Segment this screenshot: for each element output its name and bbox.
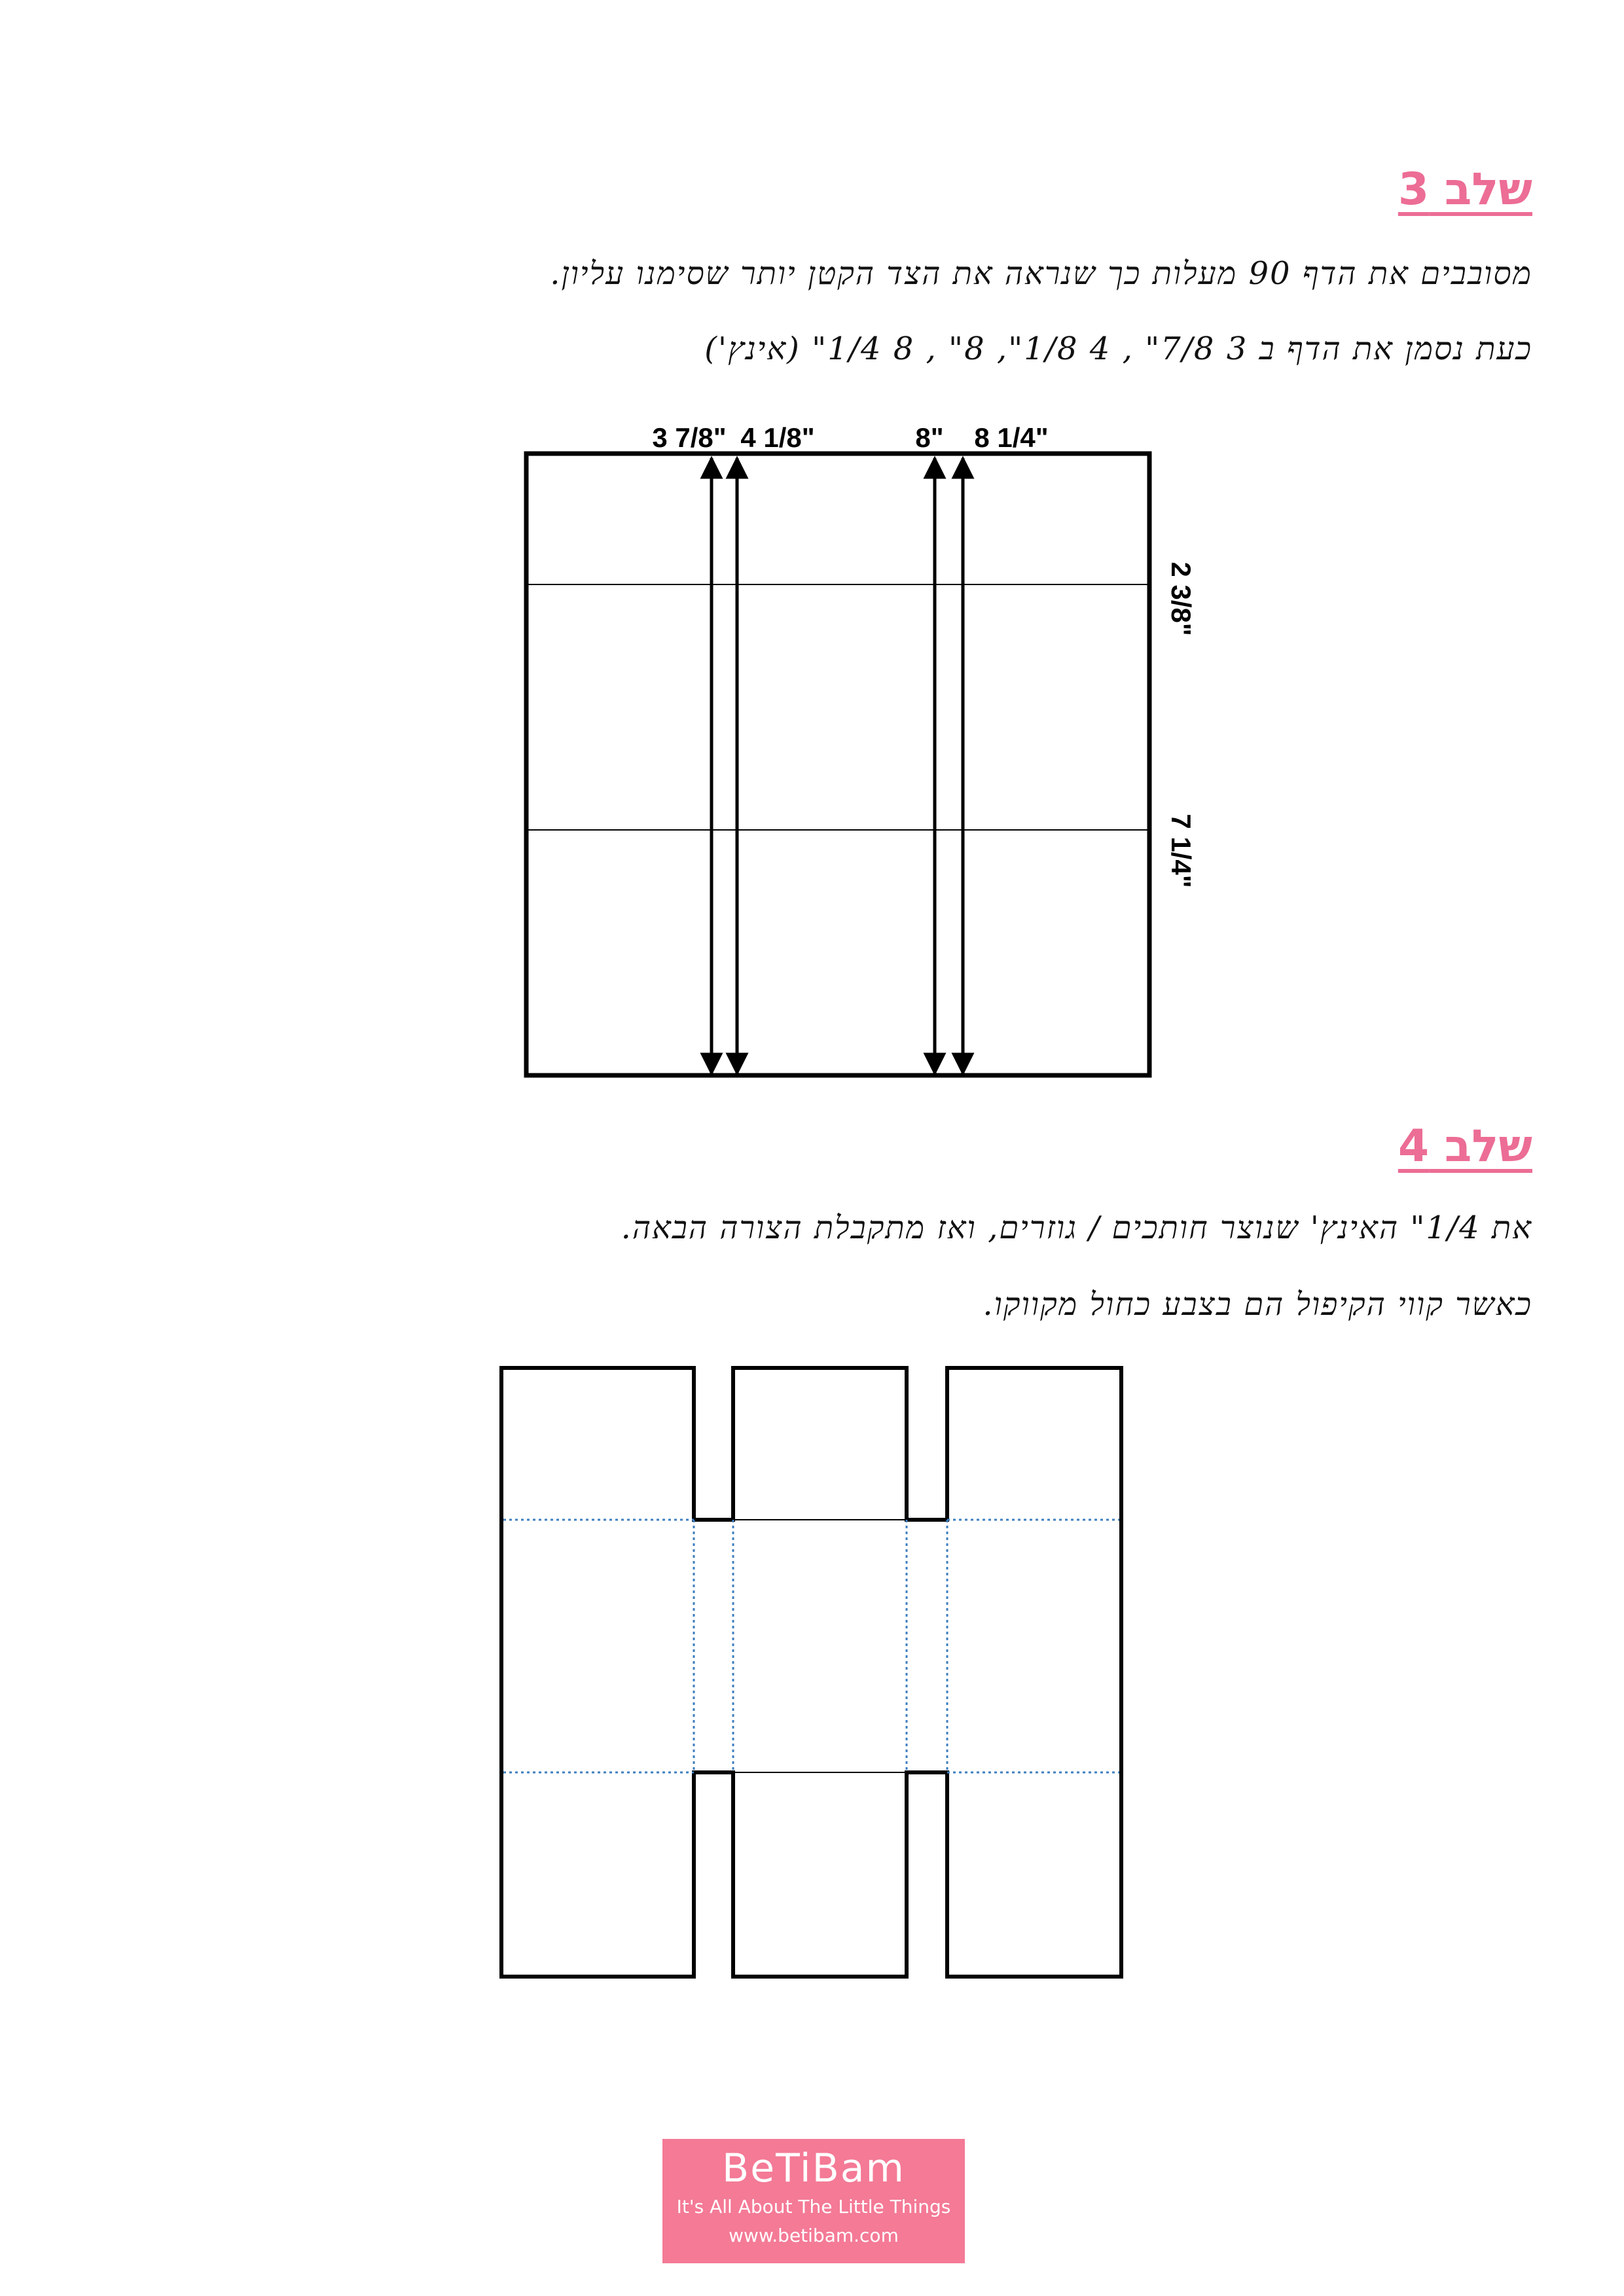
betibam-logo bbox=[662, 2139, 965, 2263]
step3-line1: מסובבים את הדף 90 מעלות כך שנראה את הצד הקטן יותר שסימנו עליון. bbox=[550, 255, 1532, 292]
cut-outline bbox=[501, 1368, 1121, 1977]
step4-line2: כאשר קווי הקיפול הם בצבע כחול מקווקו. bbox=[983, 1286, 1532, 1323]
step4-diagram bbox=[0, 1342, 1624, 1996]
step4-line1: את 1/4" האינץ' שנוצר חותכים / גוזרים, ואז מתקבלת הצורה הבאה. bbox=[621, 1210, 1532, 1246]
paper-outline bbox=[526, 454, 1149, 1075]
step4-title: שלב 4 bbox=[1398, 1121, 1532, 1172]
mark-label-3: 8" bbox=[915, 422, 944, 453]
mark-label-2: 4 1/8" bbox=[740, 422, 815, 453]
step3-diagram bbox=[0, 0, 1624, 1113]
logo-name: BeTiBam bbox=[722, 2145, 905, 2191]
step3-line2: כעת נסמן את הדף ב 3 7/8" , 4 1/8", 8" , 8 1/4" (אינץ') bbox=[704, 331, 1532, 367]
step3-title: שלב 3 bbox=[1398, 164, 1532, 215]
side-label-2: 7 1/4" bbox=[1166, 814, 1197, 888]
mark-label-4: 8 1/4" bbox=[974, 422, 1049, 453]
side-label-1: 2 3/8" bbox=[1166, 562, 1197, 636]
logo-tagline: It's All About The Little Things bbox=[676, 2196, 951, 2217]
mark-label-1: 3 7/8" bbox=[652, 422, 727, 453]
logo-url: www.betibam.com bbox=[729, 2225, 899, 2246]
